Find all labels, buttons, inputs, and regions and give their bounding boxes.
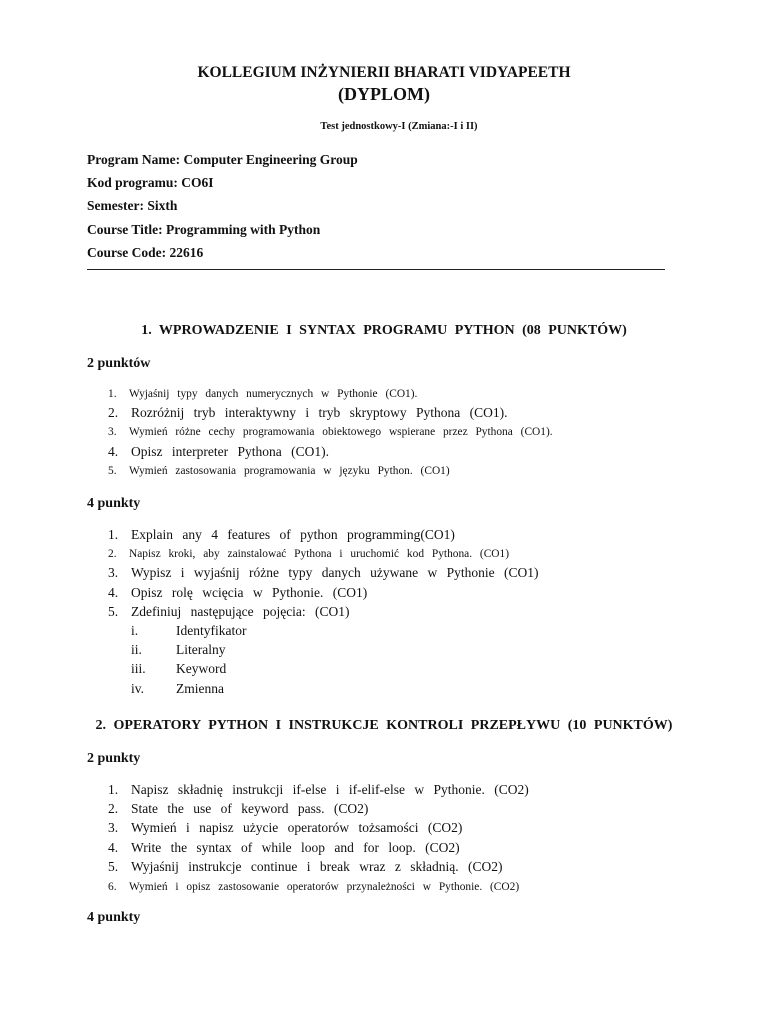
question-text: Opisz rolę wcięcia w Pythonie. (CO1) — [131, 584, 368, 600]
section-1-title: 1. WPROWADZENIE I SYNTAX PROGRAMU PYTHON (08 PUNKTÓW) — [141, 323, 627, 338]
question-number: 4. — [108, 839, 119, 855]
program-name: Program Name: Computer Engineering Group — [87, 152, 358, 167]
semester: Semester: Sixth — [87, 198, 178, 214]
section-2-marks2-questions — [108, 780, 529, 896]
subitem-numeral: i. — [131, 622, 139, 638]
question-text: Wymień różne cechy programowania obiektowego wspierane przez Pythona (CO1). — [129, 426, 553, 439]
program-code: Kod programu: CO6I — [87, 175, 214, 191]
question-number: 4. — [108, 584, 119, 600]
question-text: Napisz składnię instrukcji if-else i if-elif-else w Pythonie. (CO2) — [131, 781, 529, 797]
question-item — [108, 423, 553, 442]
question-text: Wymień zastosowania programowania w języku Python. (CO1) — [129, 465, 450, 478]
question-text: Napisz kroki, aby zainstalować Pythona i uruchomić kod Pythona. (CO1) — [129, 548, 510, 561]
diploma-label: (DYPLOM) — [338, 84, 430, 104]
question-item — [108, 602, 539, 621]
question-number: 2. — [108, 801, 119, 817]
subitem-term: Zmienna — [176, 680, 224, 696]
question-number: 1. — [108, 526, 119, 542]
section-1-marks2-heading: 2 punktów — [87, 356, 151, 371]
question-item — [108, 799, 529, 818]
question-number: 3. — [108, 426, 117, 439]
question-text: Rozróżnij tryb interaktywny i tryb skryptowy Pythona (CO1). — [131, 404, 508, 420]
question-text: Wyjaśnij typy danych numerycznych w Pythonie (CO1). — [129, 387, 418, 400]
question-number: 6. — [108, 880, 117, 893]
question-text: Wymień i napisz użycie operatorów tożsamości (CO2) — [131, 820, 463, 836]
section-2-marks2-heading: 2 punkty — [87, 751, 141, 766]
course-code: Course Code: 22616 — [87, 244, 204, 260]
question-item — [108, 403, 553, 422]
question-text: State the use of keyword pass. (CO2) — [131, 801, 369, 817]
section-1-marks2-questions — [108, 384, 553, 481]
header-divider — [87, 269, 665, 270]
college-name: KOLLEGIUM INŻYNIERII BHARATI VIDYAPEETH — [197, 64, 571, 81]
question-number: 4. — [108, 443, 119, 459]
question-item — [108, 838, 529, 857]
question-item — [108, 780, 529, 799]
question-number: 1. — [108, 387, 117, 400]
subitem-term: Keyword — [176, 661, 227, 677]
question-number: 3. — [108, 565, 119, 581]
question-item — [108, 877, 529, 896]
question-item — [108, 583, 539, 602]
question-text: Write the syntax of while loop and for loop. (CO2) — [131, 839, 460, 855]
definitions-subitems — [131, 621, 246, 699]
question-number: 5. — [108, 859, 119, 875]
question-text: Explain any 4 features of python programming(CO1) — [131, 526, 455, 542]
question-item — [108, 858, 529, 877]
test-label: Test jednostkowy-I (Zmiana:-I i II) — [320, 121, 478, 132]
course-info — [87, 151, 358, 267]
subitem-term: Literalny — [176, 642, 226, 658]
subitem-numeral: iii. — [131, 661, 146, 677]
question-item — [108, 564, 539, 583]
question-item — [108, 525, 539, 544]
question-number: 2. — [108, 404, 119, 420]
subitem-numeral: iv. — [131, 680, 144, 696]
definition-subitem — [131, 679, 246, 698]
question-text: Wymień i opisz zastosowanie operatorów przynależności w Pythonie. (CO2) — [129, 880, 520, 893]
question-item — [108, 461, 553, 480]
section-2-title: 2. OPERATORY PYTHON I INSTRUKCJE KONTROLI PRZEPŁYWU (10 PUNKTÓW) — [95, 718, 673, 733]
question-number: 5. — [108, 465, 117, 478]
definition-subitem — [131, 640, 246, 659]
subitem-numeral: ii. — [131, 642, 142, 658]
question-number: 1. — [108, 781, 119, 797]
definition-subitem — [131, 660, 246, 679]
question-number: 5. — [108, 604, 119, 620]
course-title: Course Title: Programming with Python — [87, 221, 321, 237]
question-text: Wyjaśnij instrukcje continue i break wraz z składnią. (CO2) — [131, 859, 503, 875]
section-1-marks4-questions — [108, 525, 539, 622]
definition-subitem — [131, 621, 246, 640]
question-number: 3. — [108, 820, 119, 836]
question-number: 2. — [108, 548, 117, 561]
question-text: Zdefiniuj następujące pojęcia: (CO1) — [131, 604, 350, 620]
question-item — [108, 384, 553, 403]
question-item — [108, 544, 539, 563]
section-2-marks4-heading: 4 punkty — [87, 910, 141, 925]
question-item — [108, 442, 553, 461]
question-text: Wypisz i wyjaśnij różne typy danych używane w Pythonie (CO1) — [131, 565, 539, 581]
question-item — [108, 819, 529, 838]
question-text: Opisz interpreter Pythona (CO1). — [131, 443, 329, 459]
subitem-term: Identyfikator — [176, 622, 247, 638]
section-1-marks4-heading: 4 punkty — [87, 496, 141, 511]
